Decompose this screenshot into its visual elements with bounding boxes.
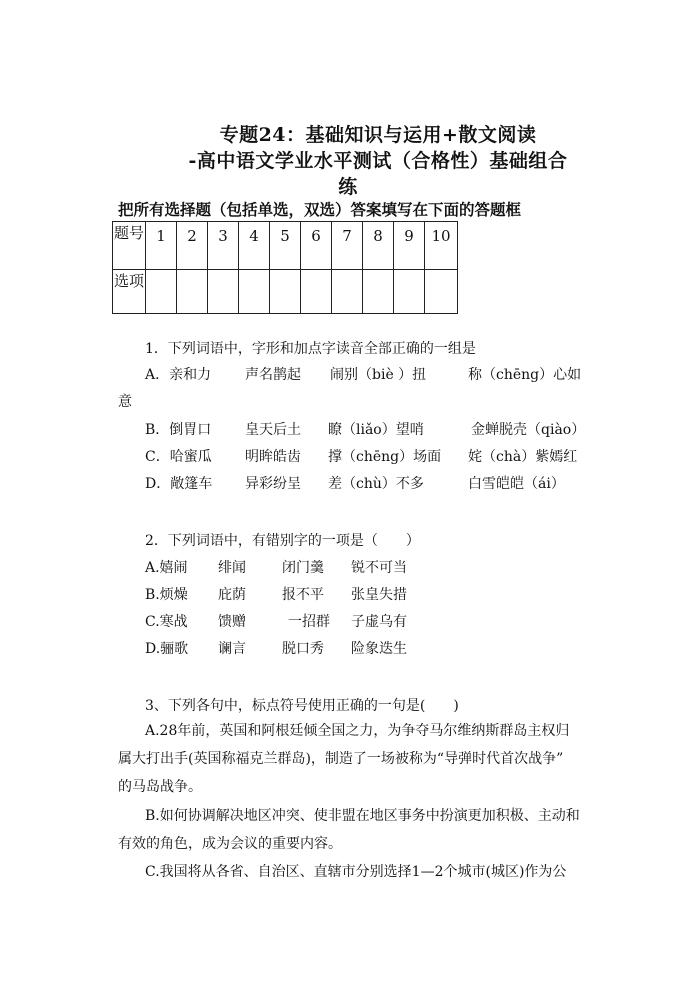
answer-option-cell xyxy=(177,270,208,314)
option-d-word-4: 白雪皑皑（ái） xyxy=(468,476,565,492)
question-1-option-c xyxy=(0,446,696,466)
q2-option-d-word-1: D.骊歌 xyxy=(145,641,189,657)
question-1-option-b xyxy=(0,419,696,439)
answer-number-cell: 2 xyxy=(177,222,208,270)
question-3-option-b-line-2: 有效的角色，成为会议的重要内容。 xyxy=(118,836,342,852)
question-1-option-a-wrap: 意 xyxy=(118,394,132,410)
answer-table-number-row xyxy=(113,222,458,270)
document-title-line2: -高中语文学业水平测试（合格性）基础组合 xyxy=(188,150,568,172)
answer-option-cell xyxy=(239,270,270,314)
option-b-word-1: B．倒胃口 xyxy=(145,422,212,438)
question-2-option-c xyxy=(0,611,696,631)
answer-option-cell xyxy=(270,270,301,314)
question-1-option-d xyxy=(0,473,696,493)
option-c-word-2: 明眸皓齿 xyxy=(245,449,301,465)
question-3-option-b-line-1: B.如何协调解决地区冲突、使非盟在地区事务中扮演更加积极、主动和 xyxy=(145,808,580,824)
question-3-option-a-line-1: A.28年前，英国和阿根廷倾全国之力，为争夺马尔维纳斯群岛主权归 xyxy=(145,723,570,739)
answer-option-cell xyxy=(208,270,239,314)
answer-table-option-label: 选项 xyxy=(113,270,146,314)
q2-option-b-word-1: B.烦燥 xyxy=(145,587,188,603)
question-2-stem: 2．下列词语中，有错别字的一项是（ ） xyxy=(145,533,420,549)
answer-number-cell: 4 xyxy=(239,222,270,270)
q2-option-c-word-2: 馈赠 xyxy=(218,614,246,630)
option-b-word-4: 金蝉脱壳（qiào） xyxy=(471,422,586,438)
answer-number-cell: 9 xyxy=(394,222,425,270)
q2-option-c-word-1: C.寒战 xyxy=(145,614,188,630)
answer-option-cell xyxy=(363,270,394,314)
q2-option-c-word-4: 子虚乌有 xyxy=(351,614,407,630)
answer-option-cell xyxy=(146,270,177,314)
answer-option-cell xyxy=(425,270,458,314)
answer-number-cell: 5 xyxy=(270,222,301,270)
answer-option-cell xyxy=(394,270,425,314)
answer-table xyxy=(112,221,458,314)
option-d-word-2: 异彩纷呈 xyxy=(245,476,301,492)
answer-number-cell: 8 xyxy=(363,222,394,270)
answer-number-cell: 10 xyxy=(425,222,458,270)
option-b-word-3: 瞭（liǎo）望哨 xyxy=(328,422,424,438)
question-1-option-a xyxy=(0,364,696,384)
q2-option-a-word-4: 锐不可当 xyxy=(351,560,407,576)
question-3-option-a-line-3: 的马岛战争。 xyxy=(118,779,202,795)
question-1-stem: 1．下列词语中，字形和加点字读音全部正确的一组是 xyxy=(145,341,476,357)
q2-option-a-word-3: 闭门羹 xyxy=(282,560,324,576)
option-c-word-4: 姹（chà）紫嫣红 xyxy=(468,449,578,465)
q2-option-b-word-3: 报不平 xyxy=(282,587,324,603)
option-c-word-3: 撑（chēng）场面 xyxy=(328,449,442,465)
option-d-word-3: 差（chù）不多 xyxy=(328,476,424,492)
answer-number-cell: 1 xyxy=(146,222,177,270)
q2-option-b-word-4: 张皇失措 xyxy=(351,587,407,603)
document-title-line3: 练 xyxy=(338,176,358,198)
option-a-word-2: 声名鹊起 xyxy=(245,367,301,383)
option-a-word-4: 称（chēng）心如 xyxy=(468,367,582,383)
q2-option-a-word-2: 绯闻 xyxy=(218,560,246,576)
answer-option-cell xyxy=(332,270,363,314)
option-d-word-1: D．敞篷车 xyxy=(145,476,213,492)
option-a-word-1: A．亲和力 xyxy=(145,367,212,383)
q2-option-c-word-3: 一招群 xyxy=(288,614,330,630)
answer-option-cell xyxy=(301,270,332,314)
answer-instruction: 把所有选择题（包括单选，双选）答案填写在下面的答题框 xyxy=(118,200,522,219)
q2-option-d-word-3: 脱口秀 xyxy=(282,641,324,657)
option-c-word-1: C．哈蜜瓜 xyxy=(145,449,212,465)
answer-table-option-row xyxy=(113,270,458,314)
q2-option-b-word-2: 庇荫 xyxy=(218,587,246,603)
answer-number-cell: 6 xyxy=(301,222,332,270)
answer-table-header-label: 题号 xyxy=(113,222,146,270)
question-2-option-d xyxy=(0,638,696,658)
answer-number-cell: 7 xyxy=(332,222,363,270)
q2-option-a-word-1: A.嬉闹 xyxy=(145,560,188,576)
q2-option-d-word-2: 谰言 xyxy=(218,641,246,657)
option-b-word-2: 皇天后土 xyxy=(245,422,301,438)
answer-number-cell: 3 xyxy=(208,222,239,270)
question-3-option-a-line-2: 属大打出手(英国称福克兰群岛)，制造了一场被称为“导弹时代首次战争” xyxy=(118,751,564,767)
question-2-option-b xyxy=(0,584,696,604)
question-2-option-a xyxy=(0,557,696,577)
document-title-line1: 专题24：基础知识与运用+散文阅读 xyxy=(219,124,537,146)
q2-option-d-word-4: 险象迭生 xyxy=(351,641,407,657)
option-a-word-3: 闹别（biè ）扭 xyxy=(330,367,427,383)
question-3-option-c-line-1: C.我国将从各省、自治区、直辖市分别选择1—2个城市(城区)作为公 xyxy=(145,864,567,880)
question-3-stem: 3、下列各句中，标点符号使用正确的一句是( ) xyxy=(145,698,459,714)
